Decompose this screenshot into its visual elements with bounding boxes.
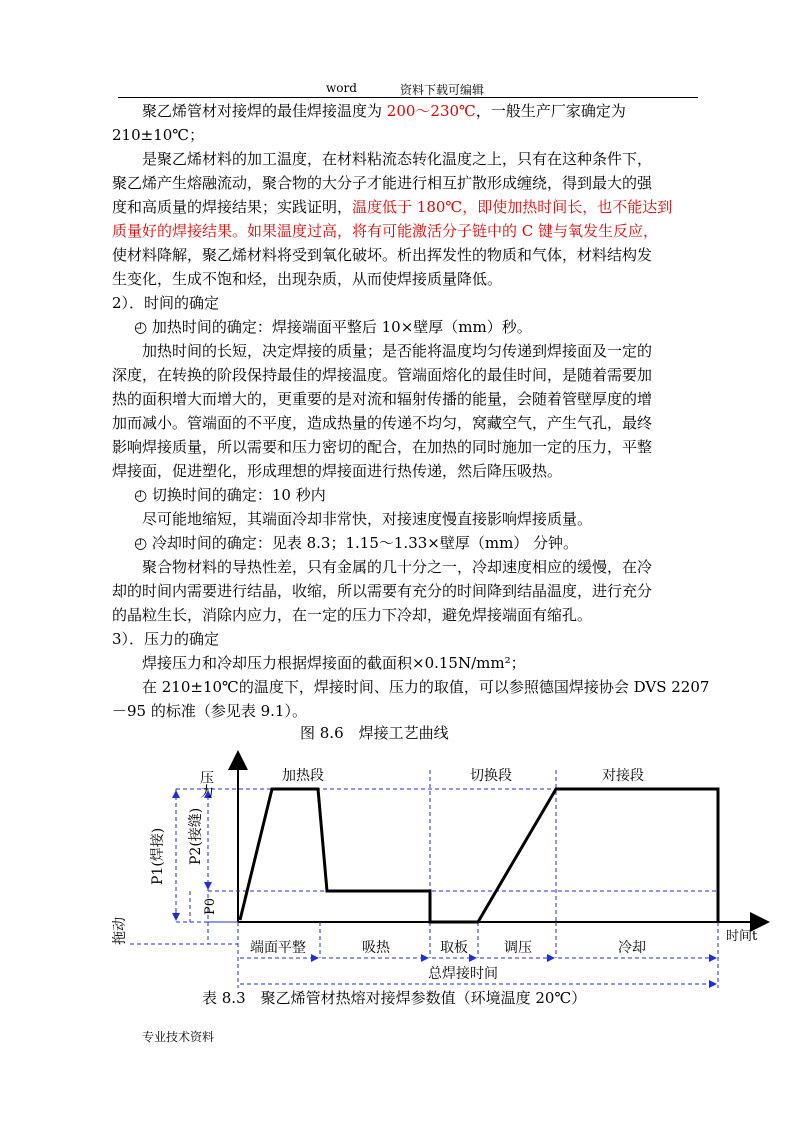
text-run: 焊接面，促进塑化，形成理想的焊接面进行热传递，然后降压吸热。	[112, 462, 563, 480]
text-run: 聚乙烯管材对接焊的最佳焊接温度为	[142, 102, 387, 120]
x-axis-label: 时间t	[726, 929, 758, 944]
stage-butt: 对接段	[602, 768, 644, 784]
stage-heating: 加热段	[282, 768, 324, 784]
text-run: －95 的标准（参见表 9.1）。	[112, 702, 307, 720]
text-run: 是聚乙烯材料的加工温度，在材料粘流态转化温度之上，只有在这种条件下，	[142, 150, 653, 168]
text-run: 3）．压力的确定	[112, 630, 220, 648]
text-run: ◴ 冷却时间的确定：见表 8.3；1.15～1.33×壁厚（mm） 分钟。	[134, 534, 579, 552]
text-run: 温度低于 180℃，即使加热时间长，也不能达到	[352, 198, 673, 216]
text-run: 生变化，生成不饱和烃，出现杂质，从而使焊接质量降低。	[112, 270, 503, 288]
figure-title: 图 8.6 焊接工艺曲线	[300, 724, 449, 742]
text-run: 在 210±10℃的温度下，焊接时间、压力的取值，可以参照德国焊接协会 DVS 2207	[142, 678, 710, 696]
text-run: 深度，在转换的阶段保持最佳的焊接温度。管端面熔化的最佳时间，是随着需要加	[112, 366, 653, 384]
header-left: word	[326, 81, 357, 95]
label-p0: P0	[203, 897, 218, 915]
text-run: 210±10℃；	[112, 126, 205, 144]
table-caption: 表 8.3 聚乙烯管材热熔对接焊参数值（环境温度 20℃）	[202, 989, 587, 1007]
text-run: ，一般生产厂家确定为	[475, 102, 626, 120]
text-run: ◴ 加热时间的确定：焊接端面平整后 10×壁厚（mm）秒。	[134, 318, 532, 336]
text-run: 加而减小。管端面的不平度，造成热量的传递不均匀，窝藏空气，产生气孔，最终	[112, 414, 653, 432]
phase-2: 吸热	[362, 940, 390, 956]
phase-4: 调压	[504, 940, 532, 956]
text-run: 却的时间内需要进行结晶，收缩，所以需要有充分的时间降到结晶温度，进行充分	[112, 582, 653, 600]
text-run: 聚乙烯产生熔融流动，聚合物的大分子才能进行相互扩散形成缠绕，得到最大的强	[112, 174, 653, 192]
pressure-curve	[240, 789, 718, 922]
text-run: ◴ 切换时间的确定：10 秒内	[134, 486, 326, 504]
text-run: 焊接压力和冷却压力根据焊接面的截面积×0.15N/mm²；	[142, 654, 526, 672]
text-run: 质量好的焊接结果。如果温度过高，将有可能激活分子链中的 C 键与氧发生反应，	[112, 222, 659, 240]
text-run: 2）．时间的确定	[112, 294, 220, 312]
text-run: 聚合物材料的导热性差，只有金属的几十分之一，冷却速度相应的缓慢，在冷	[142, 558, 653, 576]
total-time-label: 总焊接时间	[428, 966, 498, 982]
text-run: 度和高质量的焊接结果；实践证明，	[112, 198, 353, 216]
text-run: 尽可能地缩短，其端面冷却非常快，对接速度慢直接影响焊接质量。	[142, 510, 593, 528]
label-drag: 拖动	[112, 917, 128, 945]
phase-3: 取板	[440, 940, 468, 956]
text-run: 热的面积增大而增大的，更重要的是对流和辐射传播的能量，会随着管壁厚度的增	[112, 390, 653, 408]
text-run: 加热时间的长短，决定焊接的质量；是否能将温度均匀传递到焊接面及一定的	[142, 342, 653, 360]
y-axis-label: 压力	[198, 770, 214, 798]
text-run: 200～230℃	[386, 102, 476, 120]
text-run: 的晶粒生长，消除内应力，在一定的压力下冷却，避免焊接端面有缩孔。	[112, 606, 593, 624]
page-footer: 专业技术资料	[142, 1030, 215, 1044]
stage-switch: 切换段	[470, 768, 512, 784]
label-p1: P1(焊接)	[150, 827, 166, 885]
text-run: 影响焊接质量，所以需要和压力密切的配合，在加热的同时施加一定的压力，平整	[112, 438, 653, 456]
text-run: 使材料降解，聚乙烯材料将受到氧化破坏。析出挥发性的物质和气体，材料结构发	[112, 246, 653, 264]
phase-5: 冷却	[618, 940, 646, 956]
phase-1: 端面平整	[250, 940, 306, 956]
header-right: 资料下载可编辑	[400, 83, 485, 97]
label-p2: P2(接缝)	[188, 807, 204, 865]
